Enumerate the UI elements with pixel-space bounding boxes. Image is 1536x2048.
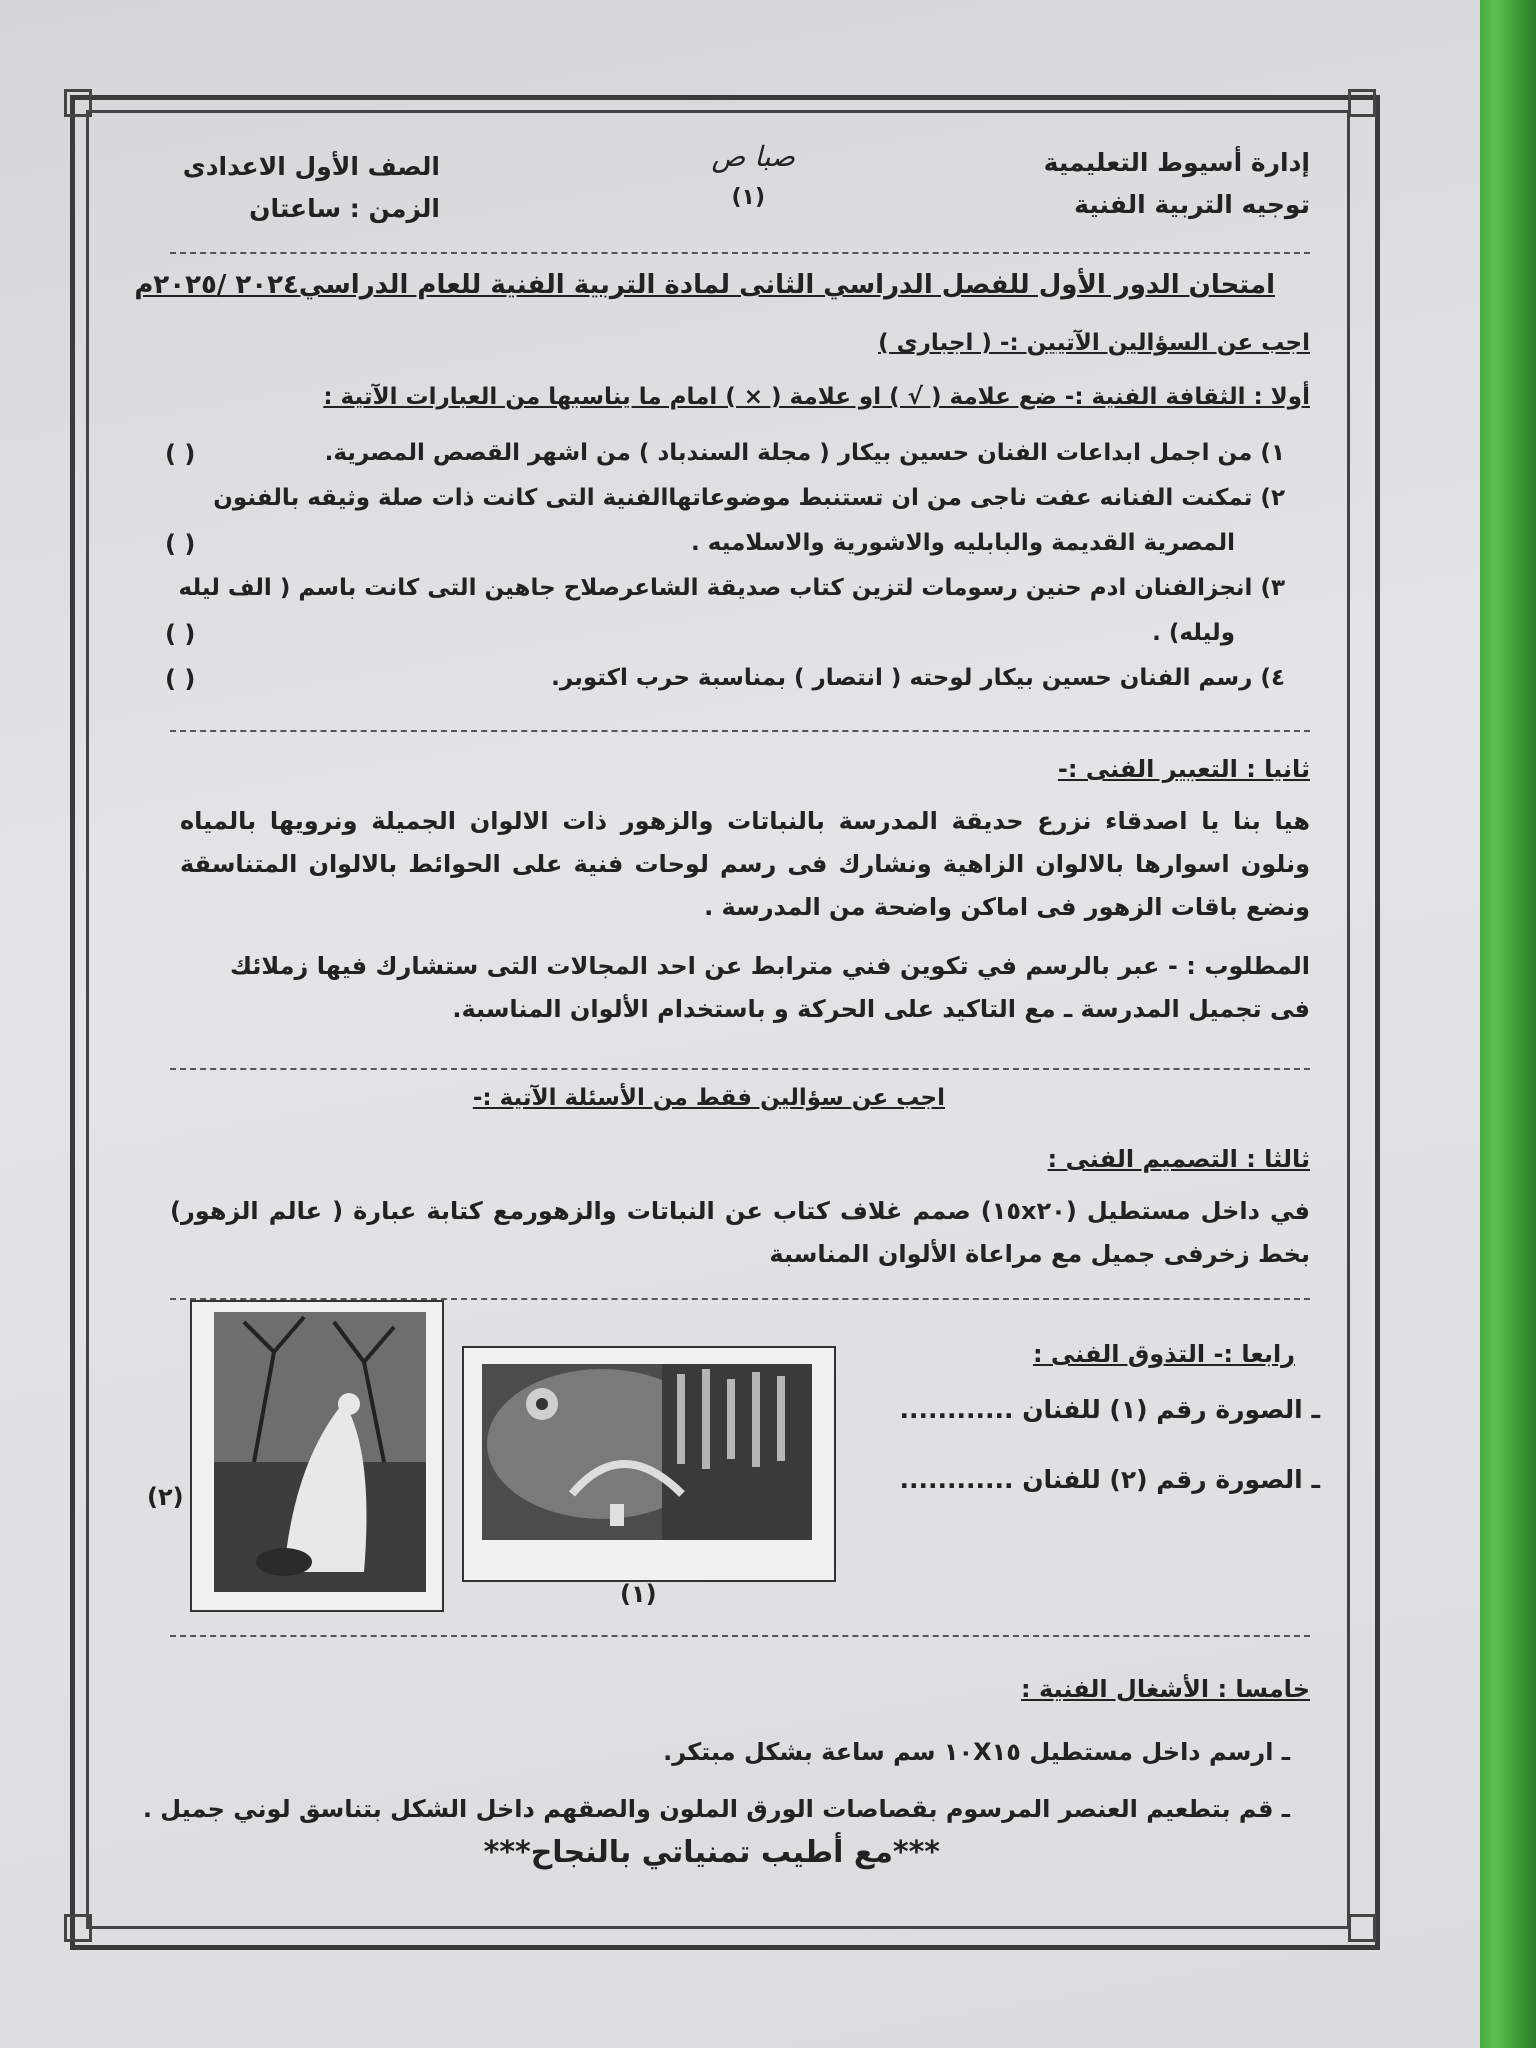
artwork-image-2 bbox=[214, 1312, 426, 1592]
exam-duration: الزمن : ساعتان bbox=[249, 194, 440, 223]
q1-item-4: ٤) رسم الفنان حسين بيكار لوحته ( انتصار ) بمناسبة حرب اكتوبر. bbox=[551, 665, 1285, 691]
q1-item-1: ١) من اجمل ابداعات الفنان حسين بيكار ( مجلة السندباد ) من اشهر القصص المصرية. bbox=[324, 440, 1285, 466]
border-corner bbox=[1348, 89, 1376, 117]
image-1-label: (١) bbox=[620, 1580, 657, 1608]
border-corner bbox=[1348, 1914, 1376, 1942]
q1-item-3-cont: وليله) . bbox=[1152, 620, 1235, 646]
q4-title: رابعا :- التذوق الفنى : bbox=[1032, 1340, 1295, 1368]
divider bbox=[170, 1068, 1310, 1070]
q1-item-2: ٢) تمكنت الفنانه عفت ناجى من ان تستنبط موضوعاتهاالفنية التى كانت ذات صلة وثيقه بالفنون bbox=[213, 485, 1285, 511]
answer-blank[interactable]: ( ) bbox=[165, 440, 196, 468]
answer-blank[interactable]: ( ) bbox=[165, 530, 196, 558]
image-2-label: (٢) bbox=[147, 1483, 184, 1511]
answer-blank[interactable]: ( ) bbox=[165, 665, 196, 693]
exam-title: امتحان الدور الأول للفصل الدراسي الثانى لمادة التربية الفنية للعام الدراسي٢٠٢٤ /٢٠٢٥م bbox=[134, 270, 1275, 300]
q1-item-3: ٣) انجزالفنان ادم حنين رسومات لتزين كتاب صديقة الشاعرصلاح جاهين التى كانت باسم ( الف ليله bbox=[178, 575, 1285, 601]
q3-paragraph: في داخل مستطيل (١٥x٢٠) صمم غلاف كتاب عن النباتات والزهورمع كتابة عبارة ( عالم الزهور) بخط زخرفى جميل مع مراعاة الألوان المناسبة bbox=[170, 1197, 1311, 1268]
q3-title: ثالثا : التصميم الفنى : bbox=[1047, 1145, 1310, 1173]
closing-wishes: ***مع أطيب تمنياتي بالنجاح*** bbox=[483, 1835, 940, 1870]
divider bbox=[170, 1635, 1310, 1637]
grade-level: الصف الأول الاعدادى bbox=[182, 152, 440, 181]
divider bbox=[170, 252, 1310, 254]
q4-item-1: ـ الصورة رقم (١) للفنان ............ bbox=[899, 1395, 1320, 1424]
divider bbox=[170, 730, 1310, 732]
q1-title: أولا : الثقافة الفنية :- ضع علامة ( √ ) او علامة ( × ) امام ما يناسبها من العبارات الآتية : bbox=[323, 384, 1310, 410]
artwork-image-2-frame bbox=[190, 1300, 444, 1612]
supervision-name: توجيه التربية الفنية bbox=[1074, 190, 1310, 219]
q2-required: المطلوب : - عبر بالرسم في تكوين فني مترابط عن احد المجالات التى ستشارك فيها زملائك فى تجميل المدرسة ـ مع التاكيد على الحركة و باستخدام الألوان المناسبة. bbox=[230, 952, 1310, 1023]
instruction-all: اجب عن السؤالين الآتيين :- ( اجبارى ) bbox=[878, 330, 1310, 356]
q2-paragraph: هيا بنا يا اصدقاء نزرع حديقة المدرسة بالنباتات والزهور ذات الالوان الجميلة ونرويها بالمياه ونلون اسوارها بالالوان الزاهية ونشارك فى رسم لوحات فنية على الحوائط بالالوان المتناسقة ونضع باقات الزهور فى اماكن واضحة من المدرسة . bbox=[180, 807, 1310, 921]
exam-content bbox=[134, 130, 1320, 1910]
q5-item-2: ـ قم بتطعيم العنصر المرسوم بقصاصات الورق الملون والصقهم داخل الشكل بتناسق لوني جميل . bbox=[142, 1795, 1290, 1823]
q5-item-1: ـ ارسم داخل مستطيل ١٠X١٥ سم ساعة بشكل مبتكر. bbox=[663, 1738, 1290, 1766]
q5-title: خامسا : الأشغال الفنية : bbox=[1021, 1675, 1310, 1703]
instruction-choose: اجب عن سؤالين فقط من الأسئلة الآتية :- bbox=[472, 1085, 945, 1111]
q1-item-2-cont: المصرية القديمة والبابليه والاشورية والاسلاميه . bbox=[691, 530, 1235, 556]
answer-blank[interactable]: ( ) bbox=[165, 620, 196, 648]
signature: صبا ص bbox=[711, 140, 795, 173]
artwork-image-1 bbox=[482, 1364, 812, 1540]
border-corner bbox=[64, 89, 92, 117]
artwork-image-1-frame bbox=[462, 1346, 836, 1582]
border-corner bbox=[64, 1914, 92, 1942]
q4-item-2: ـ الصورة رقم (٢) للفنان ............ bbox=[899, 1465, 1320, 1494]
page-number: (١) bbox=[731, 185, 765, 210]
directorate-name: إدارة أسيوط التعليمية bbox=[1043, 148, 1310, 177]
q2-title: ثانيا : التعبير الفنى :- bbox=[1057, 755, 1310, 783]
